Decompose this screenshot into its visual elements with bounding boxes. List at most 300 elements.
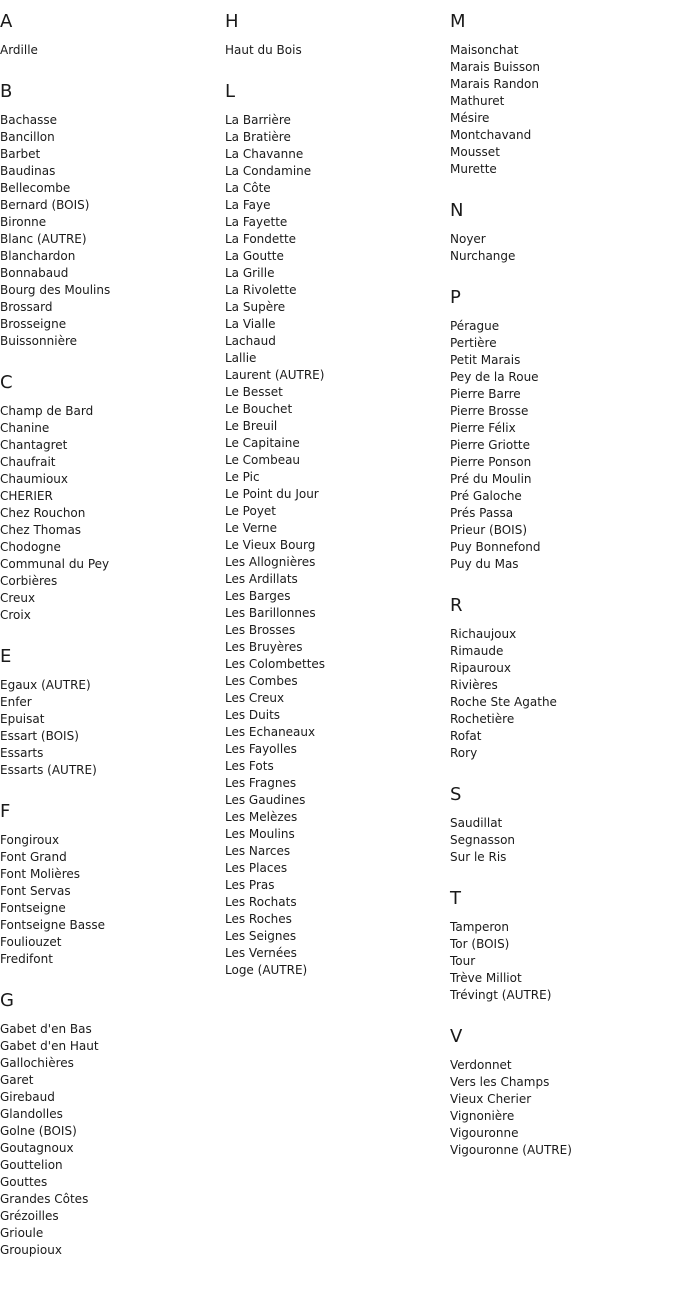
place-link[interactable]: Brosseigne — [0, 317, 67, 331]
place-link[interactable]: Pierre Brosse — [450, 404, 529, 418]
place-link[interactable]: Puy Bonnefond — [450, 540, 541, 554]
place-list-item — [450, 437, 670, 454]
place-link[interactable]: Buissonnière — [0, 334, 77, 348]
place-list-item — [225, 911, 445, 928]
place-link[interactable]: Baudinas — [0, 164, 56, 178]
place-link[interactable]: Corbières — [0, 574, 58, 588]
place-list-item — [450, 144, 670, 161]
letter-section — [450, 888, 670, 1004]
place-link[interactable]: Les Fragnes — [225, 776, 297, 790]
place-link[interactable]: Le Capitaine — [225, 436, 300, 450]
place-list-item — [0, 1038, 220, 1055]
place-link[interactable]: La Vialle — [225, 317, 276, 331]
place-link[interactable]: Pré Galoche — [450, 489, 522, 503]
place-link[interactable]: Pré du Moulin — [450, 472, 532, 486]
place-link[interactable]: Le Verne — [225, 521, 278, 535]
letter-section — [450, 595, 670, 762]
place-list-item — [225, 894, 445, 911]
place-list-item — [450, 556, 670, 573]
place-link[interactable]: Prés Passa — [450, 506, 514, 520]
place-link[interactable]: Maisonchat — [450, 43, 519, 57]
place-link[interactable]: Les Narces — [225, 844, 291, 858]
place-link[interactable]: Les Colombettes — [225, 657, 326, 671]
place-list-item — [0, 180, 220, 197]
place-link[interactable]: Les Seignes — [225, 929, 297, 943]
place-link[interactable]: Segnasson — [450, 833, 516, 847]
place-list — [0, 1021, 220, 1259]
place-link[interactable]: Les Places — [225, 861, 288, 875]
place-link[interactable]: La Fondette — [225, 232, 297, 246]
place-list-item — [450, 1108, 670, 1125]
place-link[interactable]: La Goutte — [225, 249, 284, 263]
place-link[interactable]: Rimaude — [450, 644, 504, 658]
place-link[interactable]: Le Bouchet — [225, 402, 293, 416]
place-link[interactable]: Les Echaneaux — [225, 725, 316, 739]
letter-section — [0, 11, 220, 59]
place-list-item — [0, 917, 220, 934]
place-list — [450, 919, 670, 1004]
place-list-item — [450, 711, 670, 728]
place-link[interactable]: Chantagret — [0, 438, 68, 452]
place-link[interactable]: Grézoilles — [0, 1209, 59, 1223]
place-link[interactable]: Les Fots — [225, 759, 274, 773]
place-list-item — [450, 93, 670, 110]
place-list-item — [0, 1225, 220, 1242]
place-list-item — [225, 265, 445, 282]
place-list-item — [225, 962, 445, 979]
place-link[interactable]: Le Pic — [225, 470, 260, 484]
place-list-item — [0, 403, 220, 420]
place-list-item — [225, 401, 445, 418]
place-list-item — [225, 945, 445, 962]
place-link[interactable]: La Fayette — [225, 215, 288, 229]
place-link[interactable]: Pierre Félix — [450, 421, 516, 435]
place-link[interactable]: Les Bruyères — [225, 640, 303, 654]
place-link[interactable]: Les Melèzes — [225, 810, 298, 824]
section-letter: H — [225, 11, 239, 32]
place-list-item — [450, 660, 670, 677]
place-list-item — [225, 299, 445, 316]
place-list-item — [0, 265, 220, 282]
place-link[interactable]: Pey de la Roue — [450, 370, 539, 384]
section-letter: N — [450, 200, 464, 221]
place-list-item — [225, 129, 445, 146]
place-link[interactable]: Rofat — [450, 729, 482, 743]
place-list-item — [450, 352, 670, 369]
place-link[interactable]: Pertière — [450, 336, 497, 350]
place-link[interactable]: Vigouronne — [450, 1126, 519, 1140]
place-link[interactable]: Pierre Griotte — [450, 438, 530, 452]
place-list-item — [450, 626, 670, 643]
place-list-item — [0, 556, 220, 573]
section-letter: L — [225, 81, 236, 102]
place-list-item — [450, 728, 670, 745]
place-link[interactable]: Chodogne — [0, 540, 61, 554]
place-link[interactable]: Chez Rouchon — [0, 506, 86, 520]
place-link[interactable]: Gouttelion — [0, 1158, 63, 1172]
place-link[interactable]: Pérague — [450, 319, 500, 333]
place-list-item — [225, 469, 445, 486]
place-link[interactable]: Fredifont — [0, 952, 53, 966]
place-link[interactable]: Montchavand — [450, 128, 532, 142]
section-letter: F — [0, 801, 11, 822]
place-list-item — [0, 900, 220, 917]
place-link[interactable]: Fontseigne — [0, 901, 66, 915]
place-link[interactable]: Ripauroux — [450, 661, 511, 675]
place-list-item — [225, 673, 445, 690]
place-list-item — [225, 877, 445, 894]
place-list-item — [0, 951, 220, 968]
place-link[interactable]: Le Besset — [225, 385, 283, 399]
place-link[interactable]: Grioule — [0, 1226, 44, 1240]
place-link[interactable]: Les Pras — [225, 878, 275, 892]
place-list-item — [450, 694, 670, 711]
place-link[interactable]: Sur le Ris — [450, 850, 507, 864]
place-link[interactable]: La Côte — [225, 181, 271, 195]
section-letter: T — [450, 888, 461, 909]
place-list-item — [0, 146, 220, 163]
place-list-item — [450, 815, 670, 832]
place-link[interactable]: Golne (BOIS) — [0, 1124, 77, 1138]
place-list-item — [0, 1123, 220, 1140]
place-link[interactable]: Nurchange — [450, 249, 516, 263]
place-link[interactable]: Loge (AUTRE) — [225, 963, 308, 977]
place-list-item — [0, 316, 220, 333]
letter-section — [0, 801, 220, 968]
place-list-item — [450, 987, 670, 1004]
place-link[interactable]: Mésire — [450, 111, 490, 125]
place-link[interactable]: Egaux (AUTRE) — [0, 678, 91, 692]
place-link[interactable]: Le Vieux Bourg — [225, 538, 316, 552]
place-link[interactable]: Les Vernées — [225, 946, 297, 960]
place-list — [450, 318, 670, 573]
section-letter: P — [450, 287, 461, 308]
place-link[interactable]: Fongiroux — [0, 833, 60, 847]
place-list-item — [0, 832, 220, 849]
place-list-item — [450, 970, 670, 987]
place-link[interactable]: Laurent (AUTRE) — [225, 368, 325, 382]
place-list-item — [0, 505, 220, 522]
place-list-item — [225, 741, 445, 758]
place-link[interactable]: Chaufrait — [0, 455, 56, 469]
place-link[interactable]: Ardille — [0, 43, 38, 57]
place-link[interactable]: Tour — [450, 954, 476, 968]
place-link[interactable]: Girebaud — [0, 1090, 55, 1104]
place-list — [0, 112, 220, 350]
place-link[interactable]: Verdonnet — [450, 1058, 512, 1072]
place-link[interactable]: Marais Buisson — [450, 60, 541, 74]
place-link[interactable]: Font Molières — [0, 867, 80, 881]
place-list-item — [450, 745, 670, 762]
place-link[interactable]: Champ de Bard — [0, 404, 94, 418]
place-link[interactable]: Le Point du Jour — [225, 487, 319, 501]
place-link[interactable]: Les Gaudines — [225, 793, 306, 807]
place-list-item — [225, 112, 445, 129]
place-link[interactable]: Creux — [0, 591, 36, 605]
place-list — [450, 231, 670, 265]
place-link[interactable]: Bachasse — [0, 113, 58, 127]
place-link[interactable]: Les Roches — [225, 912, 292, 926]
place-list-item — [450, 59, 670, 76]
place-list-item — [225, 605, 445, 622]
place-link[interactable]: Groupioux — [0, 1243, 62, 1257]
place-link[interactable]: Brossard — [0, 300, 53, 314]
place-link[interactable]: Puy du Mas — [450, 557, 519, 571]
place-link[interactable]: Les Moulins — [225, 827, 295, 841]
place-link[interactable]: Les Fayolles — [225, 742, 297, 756]
place-link[interactable]: Roche Ste Agathe — [450, 695, 557, 709]
place-list — [0, 677, 220, 779]
place-list-item — [0, 539, 220, 556]
place-list-item — [450, 248, 670, 265]
place-link[interactable]: Les Duits — [225, 708, 281, 722]
place-list-item — [225, 146, 445, 163]
place-list-item — [0, 42, 220, 59]
place-link[interactable]: Le Poyet — [225, 504, 277, 518]
place-link[interactable]: Rory — [450, 746, 478, 760]
place-list-item — [450, 936, 670, 953]
place-list-item — [0, 866, 220, 883]
place-link[interactable]: Font Servas — [0, 884, 71, 898]
place-list-item — [0, 849, 220, 866]
place-list — [450, 626, 670, 762]
place-link[interactable]: Le Combeau — [225, 453, 301, 467]
place-link[interactable]: Gabet d'en Bas — [0, 1022, 92, 1036]
place-link[interactable]: Les Barges — [225, 589, 291, 603]
place-list-item — [0, 1021, 220, 1038]
place-list-item — [225, 571, 445, 588]
place-link[interactable]: Bancillon — [0, 130, 55, 144]
section-letter: R — [450, 595, 463, 616]
place-list-item — [450, 42, 670, 59]
place-list-item — [0, 590, 220, 607]
place-link[interactable]: La Barrière — [225, 113, 291, 127]
place-link[interactable]: Vigouronne (AUTRE) — [450, 1143, 572, 1157]
place-list-item — [0, 573, 220, 590]
place-list-item — [450, 318, 670, 335]
place-link[interactable]: Fontseigne Basse — [0, 918, 105, 932]
place-link[interactable]: Essarts (AUTRE) — [0, 763, 97, 777]
letter-section — [0, 372, 220, 624]
place-link[interactable]: Noyer — [450, 232, 486, 246]
place-link[interactable]: Richaujoux — [450, 627, 517, 641]
place-link[interactable]: Communal du Pey — [0, 557, 110, 571]
place-list-item — [225, 537, 445, 554]
place-list-item — [225, 928, 445, 945]
place-link[interactable]: Bonnabaud — [0, 266, 69, 280]
place-list-item — [0, 454, 220, 471]
section-letter: E — [0, 646, 12, 667]
place-link[interactable]: La Condamine — [225, 164, 312, 178]
place-list-item — [225, 180, 445, 197]
place-link[interactable]: Gallochières — [0, 1056, 74, 1070]
place-link[interactable]: La Rivolette — [225, 283, 297, 297]
section-letter: A — [0, 11, 13, 32]
section-letter: M — [450, 11, 466, 32]
place-link[interactable]: Croix — [0, 608, 31, 622]
place-list-item — [225, 622, 445, 639]
place-link[interactable]: Lallie — [225, 351, 257, 365]
index-column-1 — [0, 0, 220, 1259]
place-link[interactable]: Trévingt (AUTRE) — [450, 988, 552, 1002]
place-list-item — [225, 231, 445, 248]
place-link[interactable]: Marais Randon — [450, 77, 539, 91]
place-list-item — [0, 197, 220, 214]
place-list-item — [450, 1074, 670, 1091]
place-list-item — [0, 471, 220, 488]
place-list — [0, 832, 220, 968]
place-list — [0, 42, 220, 59]
place-link[interactable]: Rochetière — [450, 712, 515, 726]
place-link[interactable]: Blanchardon — [0, 249, 76, 263]
place-list-item — [0, 1055, 220, 1072]
place-link[interactable]: Blanc (AUTRE) — [0, 232, 87, 246]
place-link[interactable]: Essarts — [0, 746, 44, 760]
place-list-item — [225, 520, 445, 537]
place-list-item — [225, 316, 445, 333]
place-link[interactable]: Saudillat — [450, 816, 503, 830]
place-link[interactable]: Vignonière — [450, 1109, 515, 1123]
place-link[interactable]: La Faye — [225, 198, 271, 212]
place-list — [450, 42, 670, 178]
place-link[interactable]: La Supère — [225, 300, 286, 314]
place-list-item — [450, 919, 670, 936]
place-list-item — [225, 724, 445, 741]
place-list-item — [0, 1208, 220, 1225]
place-list-item — [0, 522, 220, 539]
place-list-item — [450, 953, 670, 970]
place-link[interactable]: Epuisat — [0, 712, 45, 726]
place-link[interactable]: Les Creux — [225, 691, 285, 705]
place-link[interactable]: Bironne — [0, 215, 47, 229]
place-link[interactable]: Les Rochats — [225, 895, 297, 909]
place-list-item — [225, 758, 445, 775]
place-link[interactable]: Bellecombe — [0, 181, 71, 195]
place-link[interactable]: Gabet d'en Haut — [0, 1039, 99, 1053]
letter-section — [450, 200, 670, 265]
place-link[interactable]: Gouttes — [0, 1175, 48, 1189]
place-link[interactable]: Les Brosses — [225, 623, 296, 637]
place-list-item — [225, 860, 445, 877]
place-list-item — [0, 762, 220, 779]
letter-section — [450, 11, 670, 178]
place-link[interactable]: Trève Milliot — [450, 971, 522, 985]
place-link[interactable]: Prieur (BOIS) — [450, 523, 528, 537]
place-link[interactable]: Barbet — [0, 147, 41, 161]
place-list-item — [0, 728, 220, 745]
place-link[interactable]: Vers les Champs — [450, 1075, 550, 1089]
place-link[interactable]: La Grille — [225, 266, 275, 280]
place-list-item — [450, 231, 670, 248]
place-link[interactable]: Pierre Ponson — [450, 455, 532, 469]
place-list-item — [450, 420, 670, 437]
place-list-item — [450, 454, 670, 471]
place-list — [450, 815, 670, 866]
place-link[interactable]: Tor (BOIS) — [450, 937, 510, 951]
place-link[interactable]: Bourg des Moulins — [0, 283, 111, 297]
index-column-3 — [450, 0, 670, 1159]
place-list-item — [450, 76, 670, 93]
place-link[interactable]: Lachaud — [225, 334, 276, 348]
place-list-item — [225, 418, 445, 435]
place-link[interactable]: La Chavanne — [225, 147, 304, 161]
index-column-2 — [225, 0, 445, 979]
place-list-item — [0, 1106, 220, 1123]
place-link[interactable]: Garet — [0, 1073, 34, 1087]
place-list-item — [0, 1174, 220, 1191]
place-list-item — [225, 639, 445, 656]
place-list-item — [225, 350, 445, 367]
place-list-item — [225, 809, 445, 826]
place-list-item — [0, 488, 220, 505]
place-link[interactable]: Bernard (BOIS) — [0, 198, 90, 212]
section-letter: B — [0, 81, 13, 102]
place-link[interactable]: Essart (BOIS) — [0, 729, 79, 743]
place-link[interactable]: Pierre Barre — [450, 387, 521, 401]
place-list-item — [225, 282, 445, 299]
place-link[interactable]: Murette — [450, 162, 497, 176]
place-link[interactable]: Goutagnoux — [0, 1141, 74, 1155]
place-link[interactable]: Mousset — [450, 145, 500, 159]
place-list-item — [225, 248, 445, 265]
place-link[interactable]: Enfer — [0, 695, 32, 709]
place-list — [225, 42, 445, 59]
place-link[interactable]: Les Allognières — [225, 555, 316, 569]
place-list-item — [225, 384, 445, 401]
place-link[interactable]: Fouliouzet — [0, 935, 62, 949]
place-link[interactable]: Haut du Bois — [225, 43, 302, 57]
place-link[interactable]: Glandolles — [0, 1107, 63, 1121]
place-link[interactable]: Tamperon — [450, 920, 510, 934]
place-link[interactable]: Vieux Cherier — [450, 1092, 532, 1106]
place-list-item — [0, 1140, 220, 1157]
place-list-item — [225, 503, 445, 520]
place-list-item — [0, 1089, 220, 1106]
place-list-item — [225, 367, 445, 384]
place-link[interactable]: Petit Marais — [450, 353, 521, 367]
place-link[interactable]: CHERIER — [0, 489, 53, 503]
place-list — [0, 403, 220, 624]
place-list-item — [0, 299, 220, 316]
place-link[interactable]: Font Grand — [0, 850, 67, 864]
place-link[interactable]: Les Combes — [225, 674, 298, 688]
place-list-item — [0, 231, 220, 248]
place-list-item — [450, 539, 670, 556]
place-link[interactable]: Mathuret — [450, 94, 505, 108]
place-link[interactable]: Les Barillonnes — [225, 606, 316, 620]
place-list-item — [450, 643, 670, 660]
place-list-item — [450, 1125, 670, 1142]
place-list-item — [225, 554, 445, 571]
place-list-item — [0, 1157, 220, 1174]
place-list-item — [450, 127, 670, 144]
place-link[interactable]: Rivières — [450, 678, 498, 692]
place-link[interactable]: Les Ardillats — [225, 572, 298, 586]
place-list-item — [450, 386, 670, 403]
place-list-item — [0, 420, 220, 437]
place-link[interactable]: Chanine — [0, 421, 50, 435]
place-list-item — [0, 934, 220, 951]
place-list-item — [450, 1057, 670, 1074]
place-link[interactable]: Chez Thomas — [0, 523, 82, 537]
place-link[interactable]: Chaumioux — [0, 472, 69, 486]
letter-section — [225, 11, 445, 59]
place-link[interactable]: La Bratière — [225, 130, 291, 144]
place-link[interactable]: Le Breuil — [225, 419, 278, 433]
place-link[interactable]: Grandes Côtes — [0, 1192, 89, 1206]
place-list-item — [0, 112, 220, 129]
letter-section — [0, 81, 220, 350]
